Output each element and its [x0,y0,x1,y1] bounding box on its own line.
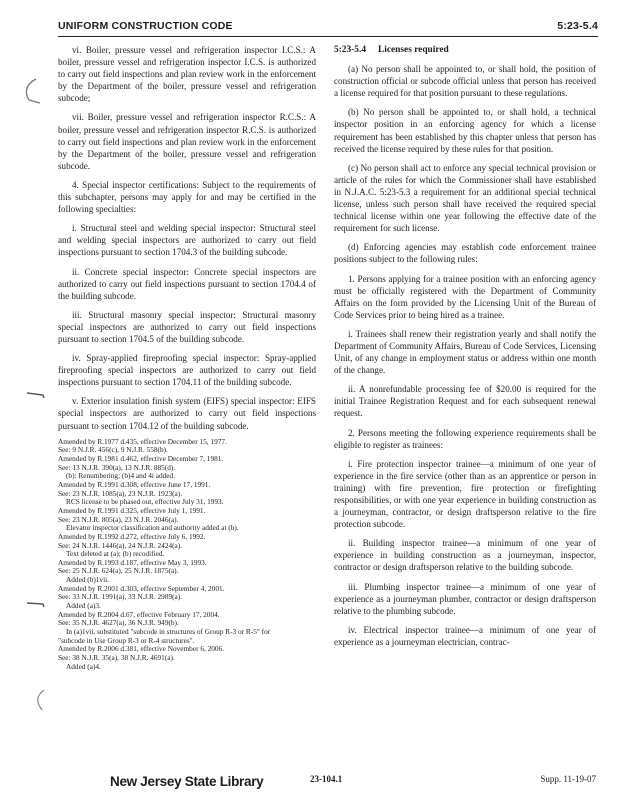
margin-bracket-mark [30,688,48,714]
history-note: Amended by R.1981 d.462, effective December 7, 1981. [58,453,224,463]
paragraph-a: (a) No person shall be appointed to, or shall hold, the position of construction official or subcode official unless that person has received a license required for that position pursuant to these regulations. [334,64,596,99]
history-note: Amended by R.2004 d.67, effective February 17, 2004. [58,609,220,619]
paragraph-d-1-ii: ii. A nonrefundable processing fee of $20.00 is required for the initial Trainee Registration Request and for each subsequent renewal request. [334,384,596,419]
history-note: Amended by R.1991 d.308, effective June 17, 1991. [58,479,211,489]
paragraph-ii-concrete: ii. Concrete special inspector: Concrete special inspectors are authorized to carry out field inspections pursuant to section 1704.4 of the building subcode. [58,266,316,301]
history-note: Amended by R.1991 d.325, effective July 1, 1991. [58,505,206,515]
history-note: See: 33 N.J.R. 1991(a), 33 N.J.R. 2989(a). [58,592,183,602]
history-note: See: 23 N.J.R. 805(a), 23 N.J.R. 2046(a). [58,514,179,524]
supplement-date: Supp. 11-19-07 [540,774,596,784]
history-note: See: 13 N.J.R. 390(a), 13 N.J.R. 885(d). [58,462,176,472]
history-note: RCS license to be phased out, effective July 31, 1993. [66,497,224,507]
header-title: UNIFORM CONSTRUCTION CODE [58,20,233,32]
paragraph-b: (b) No person shall be appointed to, or shall hold, a technical inspector position in an enforcing agency for which a license requirement has been established by this chapter unless that person has received the license required by these rules for that position. [334,107,596,154]
paragraph-4-special-inspector: 4. Special inspector certifications: Subject to the requirements of this subchapter, persons may apply for and may be certified in the following specialties: [58,179,316,215]
running-header [58,20,598,34]
history-note: Amended by R.1977 d.435, effective December 15, 1977. [58,436,227,446]
header-rule [58,36,598,37]
right-column [334,44,596,655]
paragraph-vi-boiler-ics: vi. Boiler, pressure vessel and refrigeration inspector I.C.S.: A boiler, pressure vessel and refrigeration inspector I.C.S. is authorized to carry out field inspections and plan review work in the enforcement by the Department of the boiler, pressure vessel and refrigeration subcode; [58,45,316,104]
paragraph-d-2-iv: iv. Electrical inspector trainee—a minimum of one year of experience as a journeyman electrician, contrac- [334,624,596,647]
paragraph-d-2: 2. Persons meeting the following experience requirements shall be eligible to register as trainees: [334,427,596,450]
library-watermark: New Jersey State Library [110,774,264,789]
history-note: Amended by R.2001 d.303, effective September 4, 2001. [58,583,225,593]
paragraph-d-2-i: i. Fire protection inspector trainee—a minimum of one year of experience in the fire service (other than as an apprentice or person in training) with fire prevention, fire protection or firefighting responsibilities, or with one year experience in building construction as a journeyman, contractor, or design draftsperson relative to the fire protection subcode. [334,458,596,530]
history-note: See: 35 N.J.R. 4627(a), 36 N.J.R. 949(b). [58,618,179,628]
paragraph-d-1-i: i. Trainees shall renew their registration yearly and shall notify the Department of Community Affairs, Bureau of Code Services, Licensing Unit, of any change in employment status or address within one month of the change. [334,328,596,376]
paragraph-d: (d) Enforcing agencies may establish code enforcement trainee positions subject to the following rules: [334,242,596,265]
page-number: 23-104.1 [310,774,343,784]
history-note: In (a)1vii, substituted "subcode in structures of Group R-3 or R-5" for [66,627,271,637]
margin-bracket-mark [20,76,42,106]
history-note: Added (b)1vii. [66,575,109,585]
paragraph-iii-masonry: iii. Structural masonry special inspector: Structural masonry special inspectors are authorized to carry out field inspections pursuant to section 1704.5 of the building subcode. [58,309,316,344]
history-note: Amended by R.2006 d.381, effective November 6, 2006. [58,644,225,654]
paragraph-iv-fireproofing: iv. Spray-applied fireproofing special inspector: Spray-applied fireproofing special inspectors are authorized to carry out field inspections pursuant to section 1704.11 of the building subcode. [58,353,316,388]
paragraph-c: (c) No person shall act to enforce any special technical provision or article of the rules for which the Commissioner shall have established in N.J.A.C. 5:23-5.3 a requirement for an additional special technical license, unless such person shall have received the required special technical license within one year following the effective date of the requirement for such license. [334,162,596,234]
history-note: "subcode in Use Group R-3 or R-4 structures". [58,635,195,645]
history-note: Text deleted at (a); (b) recodified. [66,549,165,559]
paragraph-d-2-ii: ii. Building inspector trainee—a minimum of one year of experience in building construction as a journeyman, inspector, contractor or design draftsperson relative to the building subcode. [334,538,596,573]
history-note: Elevator inspector classification and authority added at (b). [66,523,239,533]
history-note: See: 9 N.J.R. 456(c), 9 N.J.R. 558(b). [58,445,168,455]
history-note: See: 24 N.J.R. 1446(a), 24 N.J.R. 2424(a). [58,540,183,550]
section-heading-title: Licenses required [378,45,449,55]
history-note: See: 23 N.J.R. 1085(a), 23 N.J.R. 1923(a). [58,488,183,498]
history-note: See: 25 N.J.R. 624(a), 25 N.J.R. 1875(a). [58,566,179,576]
history-note: Amended by R.1993 d.187, effective May 3, 1993. [58,557,207,567]
history-note: (b): Renumbering; (b)4 and 4i added. [66,471,176,481]
section-heading [334,44,596,56]
section-heading-number: 5:23-5.4 [334,45,367,55]
paragraph-d-1: 1. Persons applying for a trainee position with an enforcing agency must be officially registered with the Department of Community Affairs on the form provided by the Licensing Unit of the Bureau of Code Services prior to being hired as a trainee. [334,273,596,320]
left-column [58,44,316,671]
margin-tick-mark [26,598,46,610]
history-note: Added (a)4. [66,661,101,671]
header-section-number: 5:23-5.4 [557,20,598,32]
paragraph-i-structural-steel: i. Structural steel and welding special inspector: Structural steel and welding special inspectors are authorized to carry out field inspections pursuant to section 1704.3 of the building subcode. [58,223,316,258]
paragraph-d-2-iii: iii. Plumbing inspector trainee—a minimum of one year of experience as a journeyman plumber, contractor or design draftsperson relative to the plumbing subcode. [334,581,596,616]
history-notes [58,438,316,672]
paragraph-v-eifs: v. Exterior insulation finish system (EIFS) special inspector: EIFS special inspectors are authorized to carry out field inspections pursuant to section 1704.12 of the building subcode. [58,396,316,431]
history-note: Amended by R.1992 d.272, effective July 6, 1992. [58,531,206,541]
margin-tick-mark [26,389,46,401]
history-note: See: 38 N.J.R. 35(a), 38 N.J.R. 4691(a). [58,653,175,663]
paragraph-vii-boiler-rcs: vii. Boiler, pressure vessel and refrigeration inspector R.C.S.: A boiler, pressure vessel and refrigeration inspector R.C.S. is authorized to carry out field inspections and plan review work in the enforcement by the Department of the boiler, pressure vessel and refrigeration subcode. [58,112,316,171]
history-note: Added (a)3. [66,601,101,611]
